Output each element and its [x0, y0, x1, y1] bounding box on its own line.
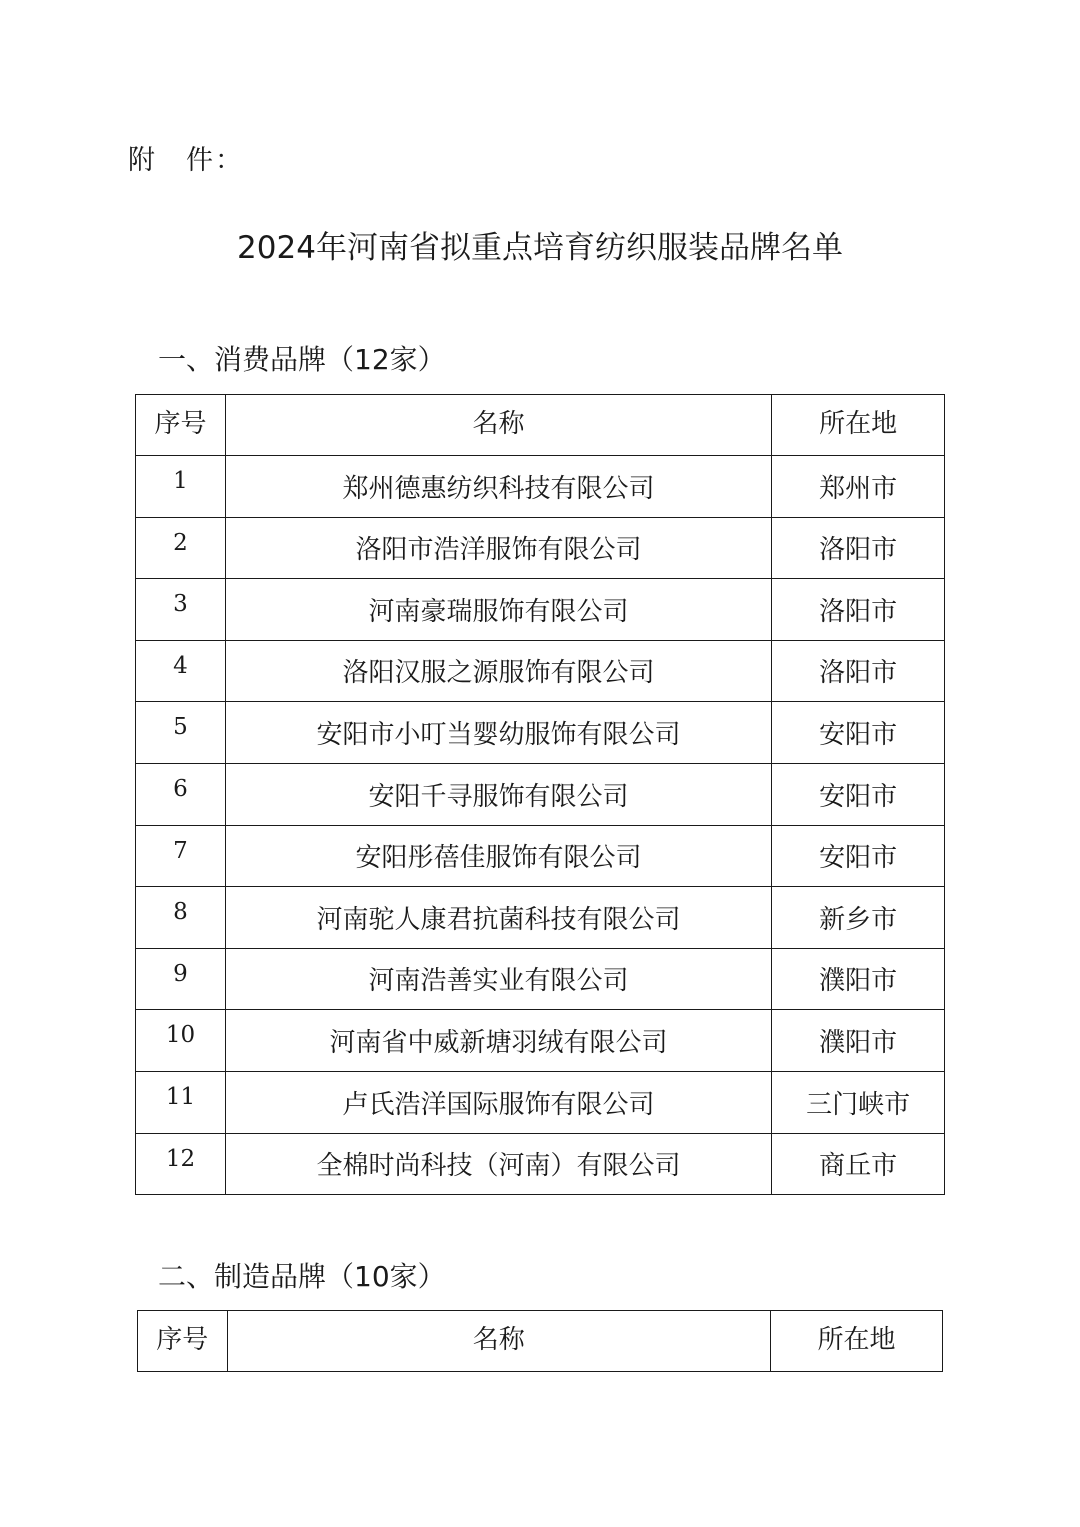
- company-location: 濮阳市: [772, 1010, 945, 1072]
- table-header-row: [138, 1311, 943, 1372]
- table-row: [136, 702, 945, 764]
- section-heading-manufacturing-brands: 二、制造品牌（10家）: [158, 1260, 446, 1293]
- attachment-label: 附 件：: [128, 145, 244, 176]
- company-location: 濮阳市: [772, 948, 945, 1010]
- company-name: 卢氏浩洋国际服饰有限公司: [225, 1071, 771, 1133]
- company-name: 安阳彤蓓佳服饰有限公司: [225, 825, 771, 887]
- company-name: 洛阳汉服之源服饰有限公司: [225, 640, 771, 702]
- row-number: 8: [136, 887, 226, 949]
- company-location: 洛阳市: [772, 579, 945, 641]
- table-row: [136, 825, 945, 887]
- consumer-brands-table: [135, 394, 945, 1195]
- company-location: 安阳市: [772, 702, 945, 764]
- company-name: 全棉时尚科技（河南）有限公司: [225, 1133, 771, 1195]
- row-number: 6: [136, 763, 226, 825]
- company-location: 商丘市: [772, 1133, 945, 1195]
- company-name: 河南驼人康君抗菌科技有限公司: [225, 887, 771, 949]
- table-row: [136, 1010, 945, 1072]
- row-number: 5: [136, 702, 226, 764]
- company-name: 河南豪瑞服饰有限公司: [225, 579, 771, 641]
- table-row: [136, 456, 945, 518]
- row-number: 1: [136, 456, 226, 518]
- table-row: [136, 640, 945, 702]
- row-number: 2: [136, 517, 226, 579]
- table-body: [136, 456, 945, 1195]
- table-row: [136, 579, 945, 641]
- table-row: [136, 763, 945, 825]
- column-header-location: 所在地: [770, 1311, 942, 1372]
- row-number: 9: [136, 948, 226, 1010]
- row-number: 3: [136, 579, 226, 641]
- table-header-row: [136, 395, 945, 456]
- column-header-location: 所在地: [772, 395, 945, 456]
- table-row: [136, 1133, 945, 1195]
- table-row: [136, 1071, 945, 1133]
- column-header-name: 名称: [225, 395, 771, 456]
- row-number: 10: [136, 1010, 226, 1072]
- manufacturing-brands-table: [137, 1310, 943, 1372]
- document-title: 2024年河南省拟重点培育纺织服装品牌名单: [237, 230, 843, 266]
- company-location: 新乡市: [772, 887, 945, 949]
- table-row: [136, 517, 945, 579]
- column-header-no: 序号: [138, 1311, 228, 1372]
- company-name: 河南省中威新塘羽绒有限公司: [225, 1010, 771, 1072]
- company-name: 郑州德惠纺织科技有限公司: [225, 456, 771, 518]
- column-header-no: 序号: [136, 395, 226, 456]
- table-row: [136, 887, 945, 949]
- column-header-name: 名称: [227, 1311, 770, 1372]
- company-location: 洛阳市: [772, 640, 945, 702]
- company-location: 安阳市: [772, 825, 945, 887]
- company-name: 安阳市小叮当婴幼服饰有限公司: [225, 702, 771, 764]
- row-number: 12: [136, 1133, 226, 1195]
- row-number: 7: [136, 825, 226, 887]
- company-name: 洛阳市浩洋服饰有限公司: [225, 517, 771, 579]
- company-name: 安阳千寻服饰有限公司: [225, 763, 771, 825]
- company-name: 河南浩善实业有限公司: [225, 948, 771, 1010]
- row-number: 11: [136, 1071, 226, 1133]
- company-location: 三门峡市: [772, 1071, 945, 1133]
- row-number: 4: [136, 640, 226, 702]
- company-location: 郑州市: [772, 456, 945, 518]
- section-heading-consumer-brands: 一、消费品牌（12家）: [158, 343, 446, 376]
- table-row: [136, 948, 945, 1010]
- company-location: 安阳市: [772, 763, 945, 825]
- company-location: 洛阳市: [772, 517, 945, 579]
